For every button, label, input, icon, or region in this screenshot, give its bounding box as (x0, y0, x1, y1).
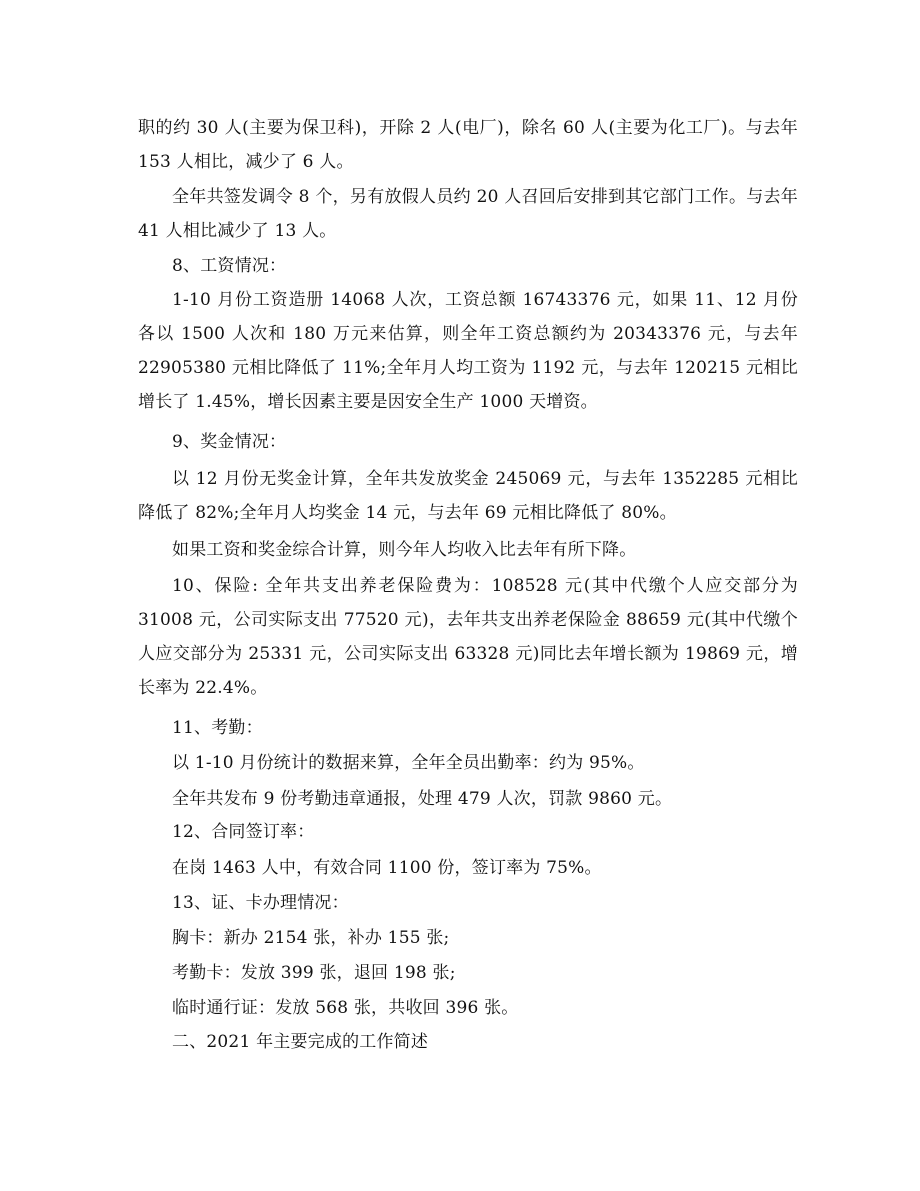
paragraph-attendance-rate: 以 1-10 月份统计的数据来算，全年全员出勤率：约为 95%。 (172, 753, 645, 773)
paragraph-bonus-details: 以 12 月份无奖金计算，全年共发放奖金 245069 元，与去年 1352285 元相比降低了 82%;全年月人均奖金 14 元，与去年 69 元相比降低了 80%。 (138, 469, 798, 523)
heading-wage-status: 8、工资情况： (172, 256, 287, 276)
paragraph-badge-cards: 胸卡：新办 2154 张，补办 155 张; (172, 928, 450, 948)
heading-bonus-status: 9、奖金情况： (172, 432, 287, 452)
paragraph-wage-details: 1-10 月份工资造册 14068 人次，工资总额 16743376 元，如果 11、12 月份各以 1500 人次和 180 万元来估算，则全年工资总额约为 20343376 元，与去年 22905380 元相比降低了 11%;全年月人均工资为 1192 元，与去年 120215 元相比增长了 1.45%，增长因素主要是因安全生产 1000 天增资。 (138, 290, 798, 412)
heading-cards-status: 13、证、卡办理情况： (172, 893, 349, 913)
heading-section-two: 二、2021 年主要完成的工作简述 (172, 1032, 429, 1052)
heading-attendance: 11、考勤： (172, 718, 263, 738)
paragraph-attendance-cards: 考勤卡：发放 399 张，退回 198 张; (172, 963, 456, 983)
paragraph-dismissal-summary: 职的约 30 人(主要为保卫科)，开除 2 人(电厂)，除名 60 人(主要为化工厂)。与去年 153 人相比，减少了 6 人。 (138, 118, 798, 172)
paragraph-transfer-orders: 全年共签发调令 8 个，另有放假人员约 20 人召回后安排到其它部门工作。与去年 41 人相比减少了 13 人。 (138, 187, 798, 241)
paragraph-income-comparison: 如果工资和奖金综合计算，则今年人均收入比去年有所下降。 (172, 540, 637, 560)
paragraph-contract-rate: 在岗 1463 人中，有效合同 1100 份，签订率为 75%。 (172, 858, 602, 878)
paragraph-temporary-passes: 临时通行证：发放 568 张，共收回 396 张。 (172, 998, 519, 1018)
paragraph-insurance: 10、保险: 全年共支出养老保险费为：108528 元(其中代缴个人应交部分为 31008 元，公司实际支出 77520 元)，去年共支出养老保险金 88659 元(其中代缴个人应交部分为 25331 元，公司实际支出 63328 元)同比去年增长额为 19869 元，增长率为 22.4%。 (138, 576, 798, 698)
paragraph-attendance-violations: 全年共发布 9 份考勤违章通报，处理 479 人次，罚款 9860 元。 (172, 789, 673, 809)
heading-contract-rate: 12、合同签订率： (172, 822, 315, 842)
